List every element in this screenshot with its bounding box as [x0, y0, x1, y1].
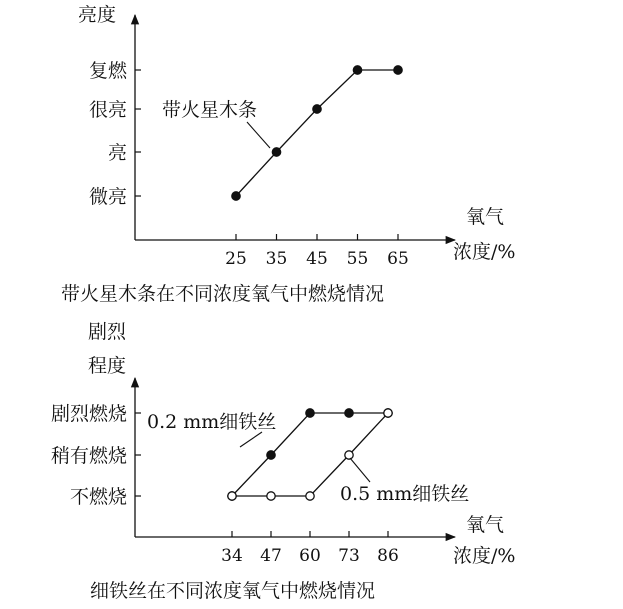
- chart2-y-tick-label: 不燃烧: [69, 486, 127, 508]
- chart1-series-1-point: [272, 148, 280, 156]
- chart2-x-ticks: [221, 531, 399, 566]
- chart1-title: 带火星木条在不同浓度氧气中燃烧情况: [61, 283, 385, 305]
- chart1-series-1-point: [232, 192, 240, 200]
- chart2-series-2-point: [228, 492, 236, 500]
- chart2-series2-label: 0.5 mm细铁丝: [340, 483, 470, 505]
- chart1-y-tick-label: 亮: [107, 142, 127, 164]
- chart1-series-label-leader: [247, 122, 270, 148]
- chart1-series-1-point: [394, 66, 402, 74]
- chart2-y-tick-label: 剧烈燃烧: [50, 403, 127, 425]
- chart1-x-tick-label: 35: [265, 249, 288, 269]
- chart2-y-ticks: [51, 403, 141, 508]
- chart2-series-1-point: [306, 409, 314, 417]
- chart2-x-tick-label: 73: [338, 546, 360, 566]
- chart2-series-2-point: [306, 492, 314, 500]
- chart1-y-tick-label: 微亮: [88, 186, 127, 208]
- chart-2: [51, 321, 515, 602]
- chart1-y-tick-label: 复燃: [88, 60, 127, 82]
- chart1-y-ticks: [89, 60, 141, 208]
- chart-1: [61, 4, 515, 305]
- chart2-series-2-point: [384, 409, 392, 417]
- chart1-x-tick-label: 25: [225, 249, 247, 269]
- chart2-x-axis-label-line1: 氧气: [466, 514, 505, 536]
- chart1-y-axis-label: 亮度: [78, 4, 117, 26]
- chart2-series1-label-leader: [240, 432, 262, 447]
- chart2-series1-label: 0.2 mm细铁丝: [147, 411, 277, 433]
- chart1-series-lines: [236, 70, 398, 196]
- chart2-x-tick-label: 47: [260, 546, 282, 566]
- chart2-x-tick-label: 60: [299, 546, 321, 566]
- chart1-x-axis-label-line1: 氧气: [466, 206, 505, 228]
- chart1-y-tick-label: 很亮: [88, 99, 127, 121]
- chart1-x-tick-label: 45: [306, 249, 328, 269]
- chart2-x-axis-label-line2: 浓度/%: [453, 545, 516, 567]
- chart1-series-1-point: [313, 105, 321, 113]
- chart2-title: 细铁丝在不同浓度氧气中燃烧情况: [90, 580, 376, 602]
- chart1-series-label: 带火星木条: [162, 99, 258, 121]
- chart2-x-tick-label: 86: [377, 546, 399, 566]
- chart2-y-axis-label-line2: 程度: [88, 355, 127, 377]
- chart1-x-tick-label: 55: [346, 249, 369, 269]
- chart2-y-tick-label: 稍有燃烧: [50, 445, 127, 467]
- chart2-x-tick-label: 34: [221, 546, 243, 566]
- chart1-x-axis-label-line2: 浓度/%: [453, 241, 516, 263]
- chart2-y-axis-label-line1: 剧烈: [88, 321, 127, 343]
- chart1-series-1-point: [353, 66, 361, 74]
- chart1-x-ticks: [225, 234, 409, 269]
- chart1-series-1-line: [236, 70, 398, 196]
- chart2-series-2-point: [345, 451, 353, 459]
- chart2-series-1-point: [345, 409, 353, 417]
- chart2-series-1-point: [267, 451, 275, 459]
- chart2-series-2-point: [267, 492, 275, 500]
- chart2-series2-label-leader: [350, 458, 370, 482]
- chart1-x-tick-label: 65: [387, 249, 409, 269]
